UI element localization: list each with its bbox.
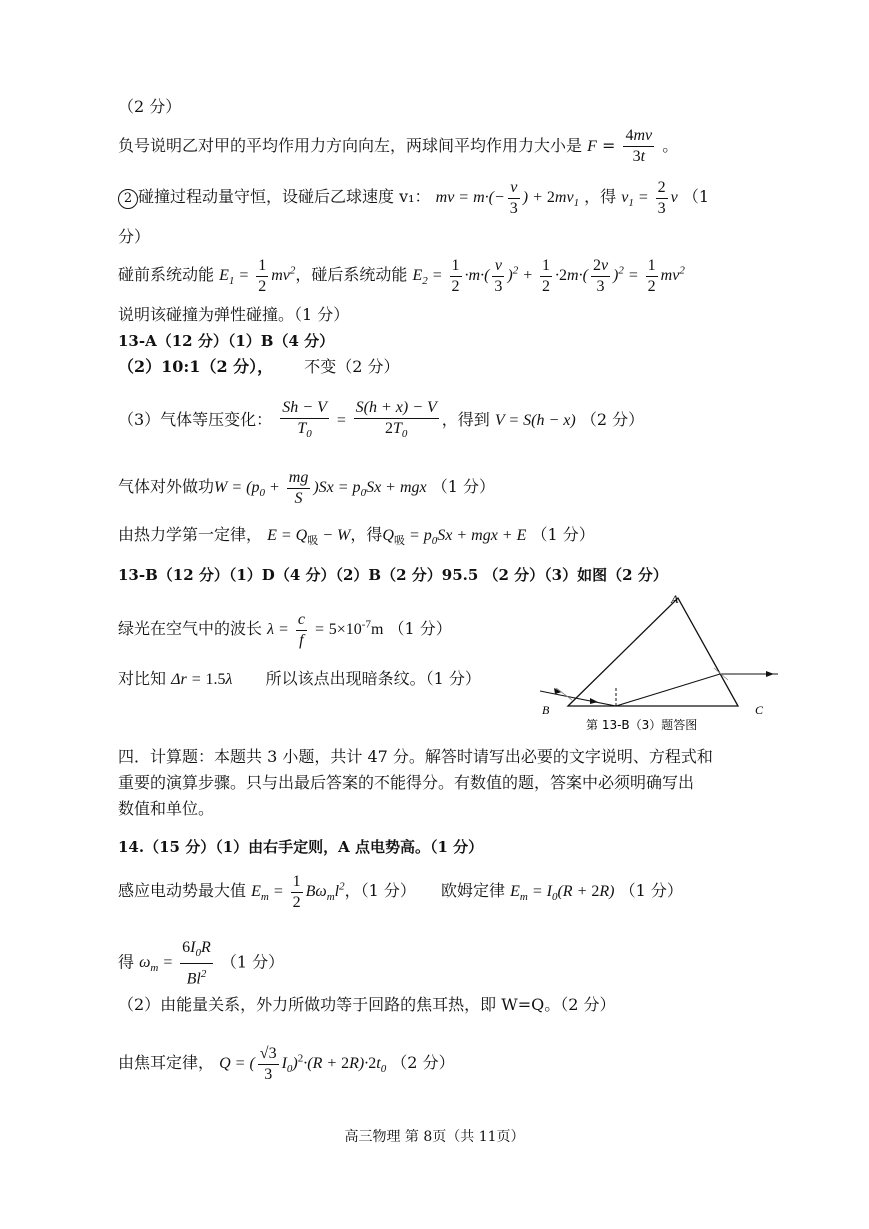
ray-arrow-mid (590, 698, 598, 704)
normal-mark-b (556, 688, 572, 700)
energy-relation: （2）由能量关系，外力所做功等于回路的焦耳热，即 W=Q。（2 分） (118, 995, 616, 1014)
prism-diagram (538, 588, 778, 738)
work-done: 气体对外做功$W = (p_0$ + $\frac{mg}{S}$ )$Sx = p_0Sx$ + mgx （1 分） (118, 469, 495, 507)
ray-arrow-in (554, 688, 562, 694)
answer-13a-2: （2）10:1（2 分）， 不变（2 分） (118, 357, 400, 376)
section-13a: 13-A（12 分）（1）B（4 分） (118, 332, 335, 350)
section-4-intro-3: 数值和单位。 (118, 799, 215, 818)
vertex-b-label: B (542, 703, 550, 717)
emf-max: 感应电动势最大值 $E_m$ = $\frac{1}{2}$ $B\omega_ml^2$，（1 分） 欧姆定律 $E_m = I_0(R + 2R)$ （1 分） (118, 873, 683, 911)
first-law: 由热力学第一定律， $E = Q_吸 - W$，得$Q_吸 = p_0Sx$ + mgx + E （1 分） (118, 525, 595, 548)
score-continued: 分） (118, 227, 151, 246)
section-4-intro-1: 四．计算题：本题共 3 小题，共计 47 分。解答时请写出必要的文字说明、方程式和 (118, 747, 713, 766)
circled-number: 2 (118, 189, 138, 209)
vertex-a-label: A (671, 592, 679, 606)
question-14: 14.（15 分）（1）由右手定则，A 点电势高。（1 分） (118, 838, 484, 856)
force-conclusion: 负号说明乙对甲的平均作用力方向向左，两球间平均作用力大小是 F = $\frac{4mv}{3t}$ 。 (118, 127, 679, 165)
light-ray (540, 674, 778, 706)
isobaric-process: （3）气体等压变化： $\frac{Sh - V}{T_0}$ = $\frac{S(h + x) - V}{2T_0}$ ，得到 V = S(h − x) （2 分） (118, 399, 645, 441)
score-note: （2 分） (118, 97, 182, 116)
section-4-intro-2: 重要的演算步骤。只与出最后答案的不能得分。有数值的题，答案中必须明确写出 (118, 773, 695, 792)
momentum-conservation: 2 碰撞过程动量守恒，设碰后乙球速度 v₁： mv = m·(− $\frac{v}{3}$ ) + $2mv_1$ ，得 $v_1$ = $\frac{2}{3}$ v （1 (118, 178, 709, 219)
vertex-c-label: C (755, 703, 764, 717)
joule-law: 由焦耳定律， Q = ( $\frac{√3}{3}$ $I_0)^2\cdot(R + 2R)\cdot 2t_0$ （2 分） (118, 1045, 455, 1083)
page-footer: 高三物理 第 8页（共 11页） (344, 1129, 525, 1145)
force-fraction: $\frac{4mv}{3t}$ (625, 127, 653, 165)
omega-max: 得 $\omega_m$ = $\frac{6I_0R}{Bl^2}$ （1 分） (118, 939, 285, 988)
path-difference: 对比知 Δr = 1.5λ 所以该点出现暗条纹。（1 分） (118, 669, 481, 688)
wavelength: 绿光在空气中的波长 λ = $\frac{c}{f}$ = $5\times 10^{-7}m$ （1 分） (118, 611, 452, 649)
ray-arrow-out (766, 671, 774, 677)
section-13b: 13-B（12 分）（1）D（4 分）（2）B（2 分）95.5 （2 分）（3）如图（2 分） (118, 566, 668, 584)
figure-caption: 第 13-B（3）题答图 (586, 718, 698, 732)
prism-triangle (568, 598, 738, 706)
kinetic-energy-line: 碰前系统动能 $E_1$ = $\frac{1}{2}$ $mv^2$，碰后系统动能 $E_2$ = $\frac{1}{2}$ ·m·( $\frac{v}{3}$ )$^2$ + $\frac{1}{2}$ ·2m·( $\frac{2v}{3}$ )$^2$ = $\frac{1}{2}$ $mv^2$ (118, 257, 685, 295)
elastic-conclusion: 说明该碰撞为弹性碰撞。（1 分） (118, 305, 350, 324)
